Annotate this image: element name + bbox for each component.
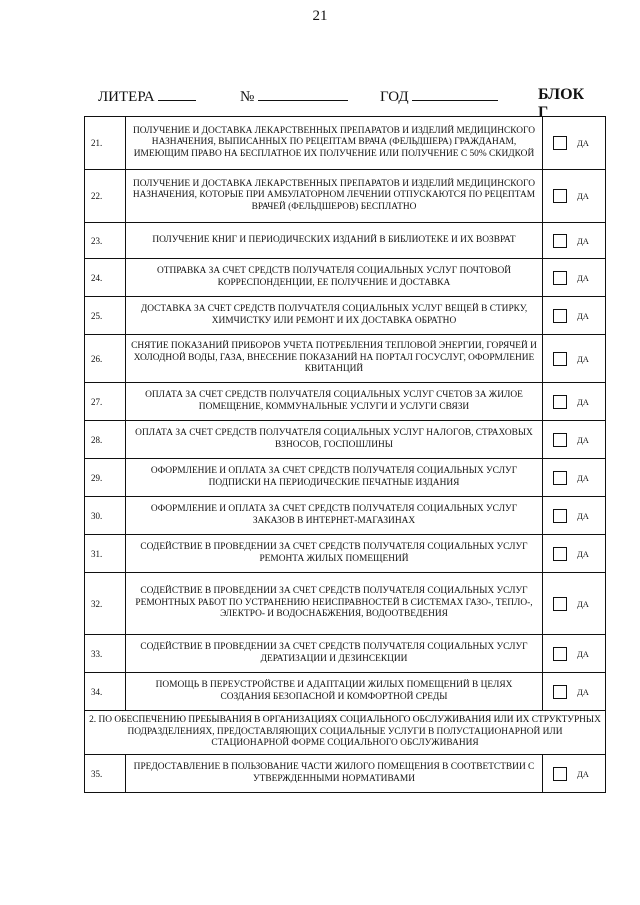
section-2-heading: 2. ПО ОБЕСПЕЧЕНИЮ ПРЕБЫВАНИЯ В ОРГАНИЗАЦИЯХ СОЦИАЛЬНОГО ОБСЛУЖИВАНИЯ ИЛИ ИХ СТРУКТУРНЫХ ПОДРАЗДЕЛЕНИЯХ, ПРЕДОСТАВЛЯЮЩИХ СОЦИАЛЬНЫЕ УСЛУГИ В ПОЛУСТАЦИОНАРНОЙ ИЛИ СТАЦИОНАРНОЙ ФОРМЕ СОЦИАЛЬНОГО ОБСЛУЖИВАНИЯ xyxy=(85,711,606,755)
yes-option xyxy=(543,234,605,248)
litera-label: ЛИТЕРА xyxy=(98,89,155,105)
yes-option xyxy=(543,433,605,447)
yes-label: ДА xyxy=(577,472,589,483)
row-number: 31. xyxy=(85,535,126,573)
service-description: ОТПРАВКА ЗА СЧЕТ СРЕДСТВ ПОЛУЧАТЕЛЯ СОЦИАЛЬНЫХ УСЛУГ ПОЧТОВОЙ КОРРЕСПОНДЕНЦИИ, ЕЕ ПОЛУЧЕНИЕ И ДОСТАВКА xyxy=(126,259,543,297)
row-number: 28. xyxy=(85,421,126,459)
service-description: СНЯТИЕ ПОКАЗАНИЙ ПРИБОРОВ УЧЕТА ПОТРЕБЛЕНИЯ ТЕПЛОВОЙ ЭНЕРГИИ, ГОРЯЧЕЙ И ХОЛОДНОЙ ВОДЫ, ГАЗА, ВНЕСЕНИЕ ПОКАЗАНИЙ НА ПОРТАЛ ГОСУСЛУГ, ОФОРМЛЕНИЕ КВИТАНЦИЙ xyxy=(126,335,543,383)
services-table xyxy=(84,116,606,793)
service-description: ПРЕДОСТАВЛЕНИЕ В ПОЛЬЗОВАНИЕ ЧАСТИ ЖИЛОГО ПОМЕЩЕНИЯ В СООТВЕТСТВИИ С УТВЕРЖДЕННЫМИ НОРМАТИВАМИ xyxy=(126,755,543,793)
year-field xyxy=(380,86,498,106)
yes-checkbox[interactable] xyxy=(553,136,567,150)
litera-blank[interactable] xyxy=(158,86,196,101)
answer-cell xyxy=(543,635,606,673)
row-number: 25. xyxy=(85,297,126,335)
service-description: СОДЕЙСТВИЕ В ПРОВЕДЕНИИ ЗА СЧЕТ СРЕДСТВ ПОЛУЧАТЕЛЯ СОЦИАЛЬНЫХ УСЛУГ РЕМОНТНЫХ РАБОТ ПО УСТРАНЕНИЮ НЕИСПРАВНОСТЕЙ В СИСТЕМАХ ГАЗО-, ТЕПЛО-, ЭЛЕКТРО- И ВОДОСНАБЖЕНИЯ, ВОДООТВЕДЕНИЯ xyxy=(126,573,543,635)
table-row xyxy=(85,170,606,223)
row-number: 32. xyxy=(85,573,126,635)
answer-cell xyxy=(543,535,606,573)
yes-label: ДА xyxy=(577,272,589,283)
number-field xyxy=(240,86,348,106)
row-number: 23. xyxy=(85,223,126,259)
answer-cell xyxy=(543,497,606,535)
answer-cell xyxy=(543,573,606,635)
yes-label: ДА xyxy=(577,353,589,364)
yes-option xyxy=(543,471,605,485)
answer-cell xyxy=(543,421,606,459)
table-row xyxy=(85,573,606,635)
service-description: ОФОРМЛЕНИЕ И ОПЛАТА ЗА СЧЕТ СРЕДСТВ ПОЛУЧАТЕЛЯ СОЦИАЛЬНЫХ УСЛУГ ПОДПИСКИ НА ПЕРИОДИЧЕСКИЕ ПЕЧАТНЫЕ ИЗДАНИЯ xyxy=(126,459,543,497)
section-row xyxy=(85,711,606,755)
service-description: СОДЕЙСТВИЕ В ПРОВЕДЕНИИ ЗА СЧЕТ СРЕДСТВ ПОЛУЧАТЕЛЯ СОЦИАЛЬНЫХ УСЛУГ ДЕРАТИЗАЦИИ И ДЕЗИНСЕКЦИИ xyxy=(126,635,543,673)
answer-cell xyxy=(543,383,606,421)
service-description: ОПЛАТА ЗА СЧЕТ СРЕДСТВ ПОЛУЧАТЕЛЯ СОЦИАЛЬНЫХ УСЛУГ НАЛОГОВ, СТРАХОВЫХ ВЗНОСОВ, ГОСПОШЛИНЫ xyxy=(126,421,543,459)
yes-label: ДА xyxy=(577,191,589,201)
row-number: 21. xyxy=(85,117,126,170)
yes-option xyxy=(543,547,605,561)
yes-checkbox[interactable] xyxy=(553,509,567,523)
yes-option xyxy=(543,189,605,203)
answer-cell xyxy=(543,755,606,793)
row-number: 22. xyxy=(85,170,126,223)
yes-checkbox[interactable] xyxy=(553,395,567,409)
yes-checkbox[interactable] xyxy=(553,234,567,248)
yes-checkbox[interactable] xyxy=(553,309,567,323)
row-number: 35. xyxy=(85,755,126,793)
table-row xyxy=(85,335,606,383)
table-row xyxy=(85,497,606,535)
yes-label: ДА xyxy=(577,648,589,659)
yes-label: ДА xyxy=(577,396,589,407)
table-row xyxy=(85,755,606,793)
service-description: ПОМОЩЬ В ПЕРЕУСТРОЙСТВЕ И АДАПТАЦИИ ЖИЛЫХ ПОМЕЩЕНИЙ В ЦЕЛЯХ СОЗДАНИЯ БЕЗОПАСНОЙ И КОМФОРТНОЙ СРЕДЫ xyxy=(126,673,543,711)
yes-option xyxy=(543,597,605,611)
yes-option xyxy=(543,271,605,285)
yes-label: ДА xyxy=(577,235,589,246)
yes-label: ДА xyxy=(577,768,589,779)
table-row xyxy=(85,635,606,673)
answer-cell xyxy=(543,673,606,711)
service-description: ОПЛАТА ЗА СЧЕТ СРЕДСТВ ПОЛУЧАТЕЛЯ СОЦИАЛЬНЫХ УСЛУГ СЧЕТОВ ЗА ЖИЛОЕ ПОМЕЩЕНИЕ, КОММУНАЛЬНЫЕ УСЛУГИ И УСЛУГИ СВЯЗИ xyxy=(126,383,543,421)
yes-option xyxy=(543,309,605,323)
yes-option xyxy=(543,395,605,409)
table-row xyxy=(85,223,606,259)
service-description: ДОСТАВКА ЗА СЧЕТ СРЕДСТВ ПОЛУЧАТЕЛЯ СОЦИАЛЬНЫХ УСЛУГ ВЕЩЕЙ В СТИРКУ, ХИМЧИСТКУ ИЛИ РЕМОНТ И ИХ ДОСТАВКА ОБРАТНО xyxy=(126,297,543,335)
row-number: 24. xyxy=(85,259,126,297)
answer-cell xyxy=(543,259,606,297)
year-blank[interactable] xyxy=(412,86,498,101)
yes-label: ДА xyxy=(577,548,589,559)
litera-field xyxy=(98,86,196,106)
form-header xyxy=(98,86,598,121)
row-number: 27. xyxy=(85,383,126,421)
year-label: ГОД xyxy=(380,89,409,105)
table-row xyxy=(85,673,606,711)
yes-option xyxy=(543,685,605,699)
service-description: ОФОРМЛЕНИЕ И ОПЛАТА ЗА СЧЕТ СРЕДСТВ ПОЛУЧАТЕЛЯ СОЦИАЛЬНЫХ УСЛУГ ЗАКАЗОВ В ИНТЕРНЕТ-МАГАЗИНАХ xyxy=(126,497,543,535)
row-number: 34. xyxy=(85,673,126,711)
service-description: ПОЛУЧЕНИЕ КНИГ И ПЕРИОДИЧЕСКИХ ИЗДАНИЙ В БИБЛИОТЕКЕ И ИХ ВОЗВРАТ xyxy=(126,223,543,259)
yes-checkbox[interactable] xyxy=(553,471,567,485)
table-row xyxy=(85,297,606,335)
yes-option xyxy=(543,352,605,366)
service-description: СОДЕЙСТВИЕ В ПРОВЕДЕНИИ ЗА СЧЕТ СРЕДСТВ ПОЛУЧАТЕЛЯ СОЦИАЛЬНЫХ УСЛУГ РЕМОНТА ЖИЛЫХ ПОМЕЩЕНИЙ xyxy=(126,535,543,573)
row-number: 26. xyxy=(85,335,126,383)
table-row xyxy=(85,535,606,573)
yes-option xyxy=(543,136,605,150)
yes-option xyxy=(543,767,605,781)
table-row xyxy=(85,459,606,497)
yes-label: ДА xyxy=(577,598,589,609)
page-number: 21 xyxy=(312,8,328,24)
number-blank[interactable] xyxy=(258,86,348,101)
answer-cell xyxy=(543,223,606,259)
yes-label: ДА xyxy=(577,510,589,521)
answer-cell xyxy=(543,170,606,223)
table-row xyxy=(85,117,606,170)
answer-cell xyxy=(543,335,606,383)
yes-label: ДА xyxy=(577,138,589,148)
yes-checkbox[interactable] xyxy=(553,597,567,611)
number-label: № xyxy=(240,89,255,105)
yes-checkbox[interactable] xyxy=(553,767,567,781)
yes-label: ДА xyxy=(577,434,589,445)
yes-checkbox[interactable] xyxy=(553,647,567,661)
yes-label: ДА xyxy=(577,310,589,321)
block-title: БЛОК Г xyxy=(538,86,585,121)
yes-checkbox[interactable] xyxy=(553,433,567,447)
yes-label: ДА xyxy=(577,686,589,697)
table-row xyxy=(85,383,606,421)
table-row xyxy=(85,259,606,297)
row-number: 29. xyxy=(85,459,126,497)
service-description: ПОЛУЧЕНИЕ И ДОСТАВКА ЛЕКАРСТВЕННЫХ ПРЕПАРАТОВ И ИЗДЕЛИЙ МЕДИЦИНСКОГО НАЗНАЧЕНИЯ, КОТОРЫЕ ПРИ АМБУЛАТОРНОМ ЛЕЧЕНИИ ОТПУСКАЮТСЯ ПО РЕЦЕПТАМ ВРАЧЕЙ (ФЕЛЬДШЕРОВ) БЕСПЛАТНО xyxy=(126,170,543,223)
answer-cell xyxy=(543,459,606,497)
yes-checkbox[interactable] xyxy=(553,685,567,699)
yes-option xyxy=(543,647,605,661)
row-number: 30. xyxy=(85,497,126,535)
answer-cell xyxy=(543,117,606,170)
service-description: ПОЛУЧЕНИЕ И ДОСТАВКА ЛЕКАРСТВЕННЫХ ПРЕПАРАТОВ И ИЗДЕЛИЙ МЕДИЦИНСКОГО НАЗНАЧЕНИЯ, ВЫПИСАННЫХ ПО РЕЦЕПТАМ ВРАЧА (ФЕЛЬДШЕРА) ГРАЖДАНАМ, ИМЕЮЩИМ ПРАВО НА БЕСПЛАТНОЕ ИХ ПОЛУЧЕНИЕ ИЛИ ПОЛУЧЕНИЕ С 50% СКИДКОЙ xyxy=(126,117,543,170)
yes-option xyxy=(543,509,605,523)
yes-checkbox[interactable] xyxy=(553,189,567,203)
row-number: 33. xyxy=(85,635,126,673)
yes-checkbox[interactable] xyxy=(553,547,567,561)
table-row xyxy=(85,421,606,459)
yes-checkbox[interactable] xyxy=(553,352,567,366)
answer-cell xyxy=(543,297,606,335)
yes-checkbox[interactable] xyxy=(553,271,567,285)
